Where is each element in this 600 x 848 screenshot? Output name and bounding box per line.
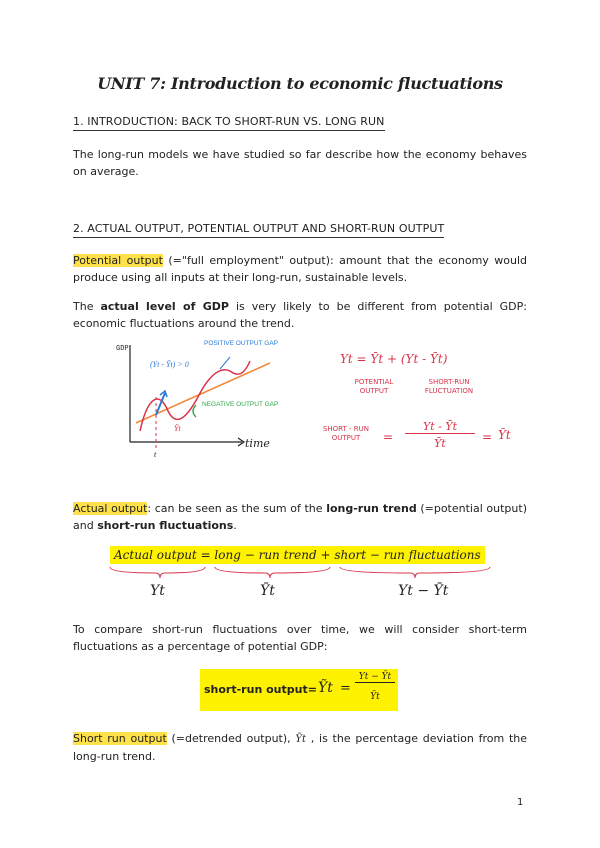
short-run-text-2: , is the percentage deviation from the long-run trend. <box>73 732 527 763</box>
potential-output-paragraph <box>73 252 527 286</box>
compare-paragraph: To compare short-run fluctuations over time, we will consider short-term fluctuations as a percentage of potential GDP: <box>73 623 527 653</box>
short-run-fluctuations-bold: short-run fluctuations <box>97 519 234 532</box>
negative-gap-label: NEGATIVE OUTPUT GAP <box>202 401 279 408</box>
ratio-result: Ỹt <box>498 428 511 442</box>
identity-note: Yt = Ȳt + (Yt - Ȳt) <box>340 352 448 366</box>
negative-gap-bracket <box>193 405 196 417</box>
short-run-definition <box>73 730 527 765</box>
x-axis-label: time <box>245 437 270 450</box>
section-1-body: The long-run models we have studied so far describe how the economy behaves on average. <box>73 148 527 178</box>
decomposition-braces <box>105 565 495 579</box>
actual-output-paragraph <box>73 500 527 534</box>
short-run-lhs: Ỹt <box>318 680 333 696</box>
actual-gdp-rest: is very likely to be different from potential GDP: economic fluctuations around the trend. <box>73 300 527 330</box>
section-1-heading: 1. INTRODUCTION: BACK TO SHORT-RUN VS. LONG RUN <box>73 115 385 131</box>
potential-output-term: Potential output <box>73 254 163 267</box>
short-run-formula-box: short-run output= Ỹt = Yt − Ȳt Ȳt <box>200 669 398 711</box>
page-title: UNIT 7: Introduction to economic fluctuations <box>97 74 503 93</box>
y-axis-label: GDP <box>116 345 129 353</box>
positive-gap-label: POSITIVE OUTPUT GAP <box>204 340 278 347</box>
long-run-trend-bold: long-run trend <box>326 502 417 515</box>
short-run-denominator: Ȳt <box>370 692 380 702</box>
decomp-label-3: Yt − Ȳt <box>398 583 449 599</box>
actual-gdp-prefix: The <box>73 300 101 313</box>
potential-output-definition: (="full employment" output): amount that the economy would produce using all inputs at their long-run, sustainable levels. <box>73 254 527 284</box>
ratio-denominator: Ȳt <box>434 437 446 450</box>
trend-yt-label: Ȳt <box>174 424 181 433</box>
actual-output-text-2: (=potential output) and <box>73 502 527 532</box>
actual-gdp-bold: actual level of GDP <box>100 300 229 313</box>
short-run-label: short-run output= <box>204 683 317 696</box>
short-run-term: Short run output <box>73 732 167 745</box>
ratio-numerator: Yt - Ȳt <box>405 420 475 434</box>
short-run-text-1: (=detrended output), <box>166 732 296 745</box>
section-2-heading: 2. ACTUAL OUTPUT, POTENTIAL OUTPUT AND SHORT-RUN OUTPUT <box>73 222 444 238</box>
decomp-label-2: Ȳt <box>260 583 275 599</box>
potential-output-note: POTENTIAL OUTPUT <box>354 378 394 395</box>
short-run-output-note: SHORT - RUN OUTPUT <box>322 425 370 442</box>
actual-output-term: Actual output <box>73 502 148 515</box>
page-number: 1 <box>517 797 524 808</box>
short-run-numerator: Yt − Ȳt <box>355 672 395 683</box>
t-label: t <box>154 450 157 459</box>
actual-output-text-3: . <box>233 519 237 532</box>
decomposition-formula: Actual output = long − run trend + short − run fluctuations <box>110 546 485 564</box>
actual-gdp-paragraph <box>73 298 527 332</box>
short-run-symbol: Ỹt <box>295 734 307 745</box>
gap-expression: (Yt - Ȳt) > 0 <box>150 360 189 369</box>
decomp-label-1: Yt <box>150 583 165 599</box>
actual-output-text-1: : can be seen as the sum of the <box>147 502 327 515</box>
fluctuation-note: SHORT-RUN FLUCTUATION <box>424 378 474 395</box>
